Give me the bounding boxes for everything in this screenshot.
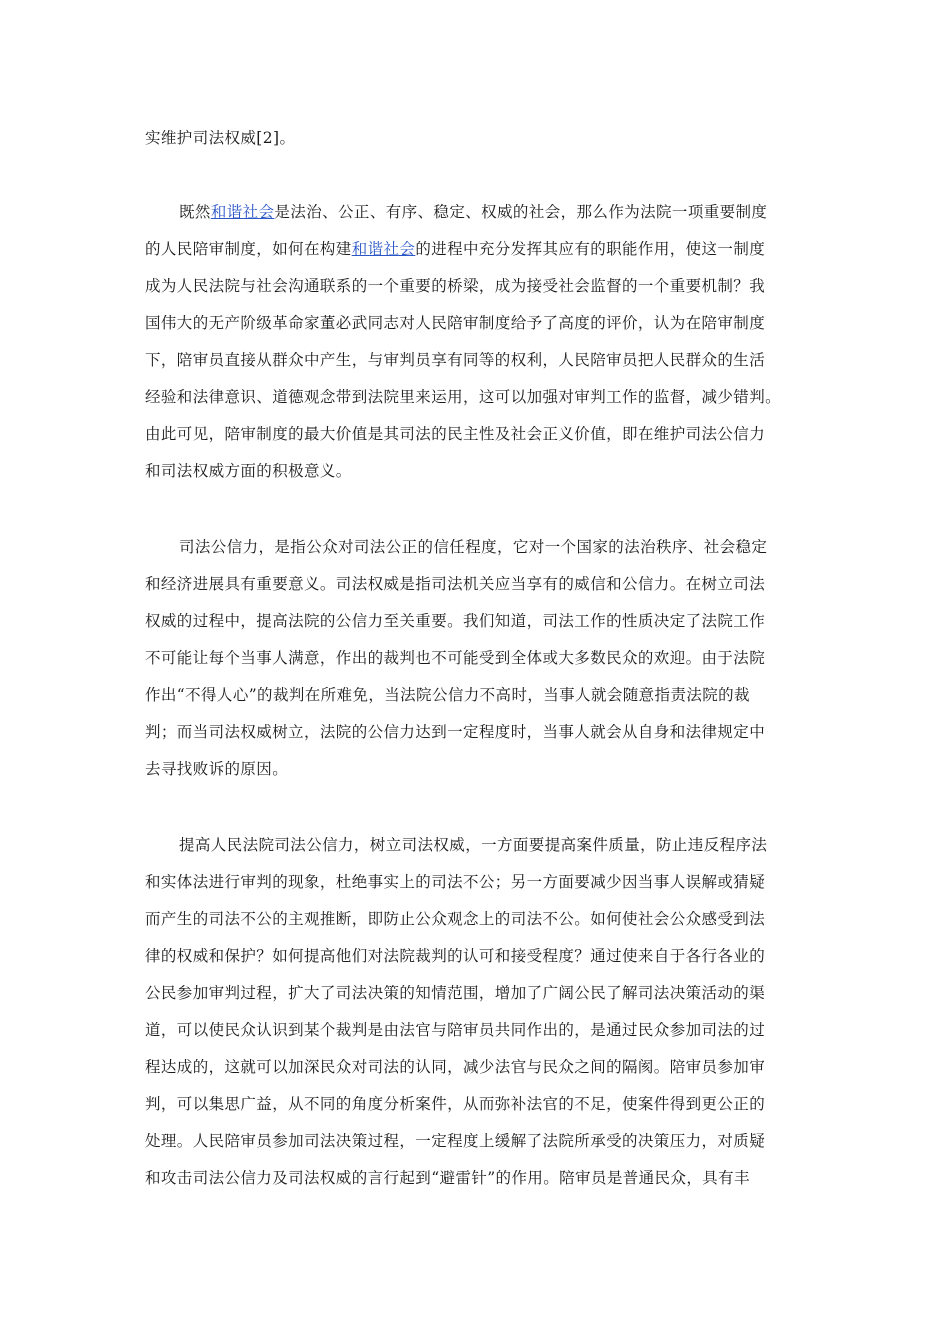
- paragraph-line: 程达成的，这就可以加深民众对司法的认同，减少法官与民众之间的隔阂。陪审员参加审: [145, 1058, 766, 1076]
- paragraph-line: 司法公信力，是指公众对司法公正的信任程度，它对一个国家的法治秩序、社会稳定: [179, 538, 768, 556]
- paragraph-line: 道，可以使民众认识到某个裁判是由法官与陪审员共同作出的，是通过民众参加司法的过: [145, 1021, 766, 1039]
- paragraph-line: 实维护司法权威[2]。: [145, 129, 296, 147]
- paragraph-line: 国伟大的无产阶级革命家董必武同志对人民陪审制度给予了高度的评价，认为在陪审制度: [145, 314, 766, 332]
- paragraph-line: 成为人民法院与社会沟通联系的一个重要的桥梁，成为接受社会监督的一个重要机制？我: [145, 277, 766, 295]
- paragraph-line: 去寻找败诉的原因。: [145, 760, 289, 778]
- paragraph-line: 判；而当司法权威树立，法院的公信力达到一定程度时，当事人就会从自身和法律规定中: [145, 723, 766, 741]
- text-run: 既然: [179, 203, 211, 221]
- paragraph-line: 权威的过程中，提高法院的公信力至关重要。我们知道，司法工作的性质决定了法院工作: [145, 612, 766, 630]
- paragraph-line: 作出“不得人心”的裁判在所难免，当法院公信力不高时，当事人就会随意指责法院的裁: [145, 686, 750, 704]
- paragraph-line: 公民参加审判过程，扩大了司法决策的知情范围，增加了广阔公民了解司法决策活动的渠: [145, 984, 766, 1002]
- paragraph-line: [145, 239, 765, 259]
- paragraph-line: 和攻击司法公信力及司法权威的言行起到“避雷针”的作用。陪审员是普通民众，具有丰: [145, 1169, 750, 1187]
- paragraph-line: 和司法权威方面的积极意义。: [145, 462, 352, 480]
- text-run: 的人民陪审制度，如何在构建: [145, 240, 352, 258]
- text-run: 是法治、公正、有序、稳定、权威的社会，那么作为法院一项重要制度: [274, 203, 768, 221]
- paragraph-line: 提高人民法院司法公信力，树立司法权威，一方面要提高案件质量，防止违反程序法: [179, 836, 768, 854]
- harmonious-society-link[interactable]: 和谐社会: [210, 203, 275, 221]
- harmonious-society-link[interactable]: 和谐社会: [351, 240, 416, 258]
- paragraph-line: 判，可以集思广益，从不同的角度分析案件，从而弥补法官的不足，使案件得到更公正的: [145, 1095, 766, 1113]
- paragraph-line: 和经济进展具有重要意义。司法权威是指司法机关应当享有的威信和公信力。在树立司法: [145, 575, 766, 593]
- paragraph-line: [179, 202, 767, 222]
- paragraph-line: 由此可见，陪审制度的最大价值是其司法的民主性及社会正义价值，即在维护司法公信力: [145, 425, 766, 443]
- paragraph-line: 经验和法律意识、道德观念带到法院里来运用，这可以加强对审判工作的监督，减少错判。: [145, 388, 782, 406]
- paragraph-line: 和实体法进行审判的现象，杜绝事实上的司法不公；另一方面要减少因当事人误解或猜疑: [145, 873, 766, 891]
- text-run: 的进程中充分发挥其应有的职能作用，使这一制度: [415, 240, 766, 258]
- paragraph-line: 处理。人民陪审员参加司法决策过程，一定程度上缓解了法院所承受的决策压力，对质疑: [145, 1132, 766, 1150]
- paragraph-line: 而产生的司法不公的主观推断，即防止公众观念上的司法不公。如何使社会公众感受到法: [145, 910, 766, 928]
- paragraph-line: 不可能让每个当事人满意，作出的裁判也不可能受到全体或大多数民众的欢迎。由于法院: [145, 649, 766, 667]
- paragraph-line: 下，陪审员直接从群众中产生，与审判员享有同等的权利，人民陪审员把人民群众的生活: [145, 351, 766, 369]
- paragraph-line: 律的权威和保护？如何提高他们对法院裁判的认可和接受程度？通过使来自于各行各业的: [145, 947, 766, 965]
